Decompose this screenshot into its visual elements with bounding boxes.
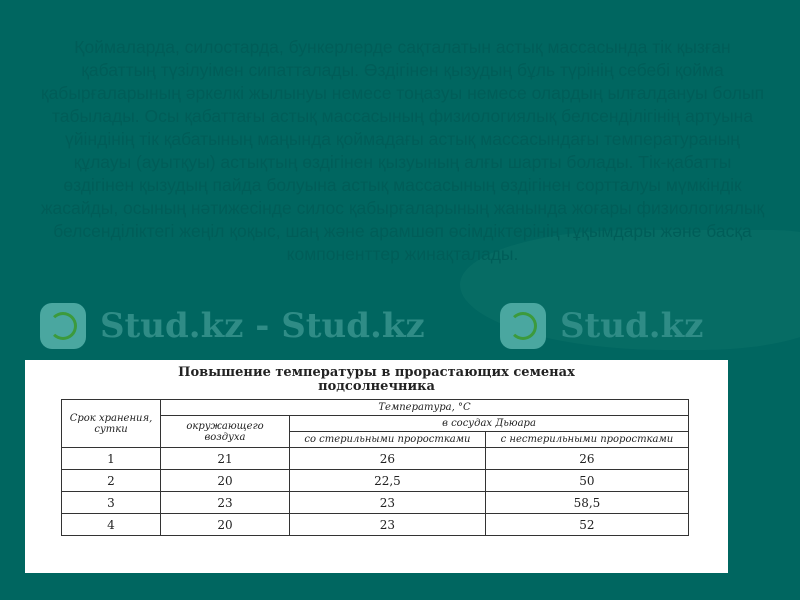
- table-row: [62, 448, 689, 470]
- header-temperature: Температура, °C: [161, 400, 689, 416]
- slide-body-text: Қоймаларда, силостарда, бункерлерде сақталатын астық массасында тік қызған қабаттың түзілуімен сипатталады. Өздігінен қызудың бұль түрінің себебі қойма қабырғаларының әркелкі жылынуы немесе тоңазуы немесе олардың ылғалдануы болып табылады. Осы қабаттағы астық массасының физиологиялық белсенділігінің артуына үйіндінің тік қабатының маңында қоймадағы астық массасындағы температураның құлауы (ауытқуы) астықтың өздігінен қызуының алғы шарты болады. Тік-қабатты өздігінен қызудың пайда болуына астық массасының өздігінен сортталуы мүмкіндік жасайды, осының нәтижесінде силос қабырғаларының жанында жоғары физиологиялық белсенділіктегі жеңіл қоқыс, шаң және арамшөп өсімдіктерінің тұқымдары және басқа компоненттер жинақталады.: [40, 37, 765, 264]
- cell: 23: [290, 514, 486, 536]
- cell: 26: [485, 448, 688, 470]
- header-dewar: в сосудах Дьюара: [290, 416, 689, 432]
- cell: 20: [161, 470, 290, 492]
- cell: 3: [62, 492, 161, 514]
- table-row: [62, 470, 689, 492]
- cell: 4: [62, 514, 161, 536]
- header-nonsterile: с нестерильными проростками: [485, 432, 688, 448]
- cell: 26: [290, 448, 486, 470]
- cell: 58,5: [485, 492, 688, 514]
- header-air: окружающего воздуха: [161, 416, 290, 448]
- cell: 22,5: [290, 470, 486, 492]
- watermark-logo-icon: [500, 303, 546, 349]
- cell: 1: [62, 448, 161, 470]
- cell: 23: [161, 492, 290, 514]
- temperature-table: [61, 399, 689, 536]
- watermark-text: Stud.kz: [560, 306, 704, 346]
- cell: 23: [290, 492, 486, 514]
- cell: 52: [485, 514, 688, 536]
- cell: 21: [161, 448, 290, 470]
- table-title: [25, 366, 728, 394]
- table-title-line: подсолнечника: [318, 379, 435, 394]
- table-title-line: Повышение температуры в прорастающих семенах: [178, 365, 575, 380]
- table-image: [25, 360, 728, 573]
- watermark-text: Stud.kz - Stud.kz: [100, 306, 425, 346]
- watermark-logo-icon: [40, 303, 86, 349]
- table-row: [62, 514, 689, 536]
- cell: 20: [161, 514, 290, 536]
- cell: 2: [62, 470, 161, 492]
- cell: 50: [485, 470, 688, 492]
- header-sterile: со стерильными проростками: [290, 432, 486, 448]
- header-period: Срок хранения, сутки: [62, 400, 161, 448]
- table-row: [62, 492, 689, 514]
